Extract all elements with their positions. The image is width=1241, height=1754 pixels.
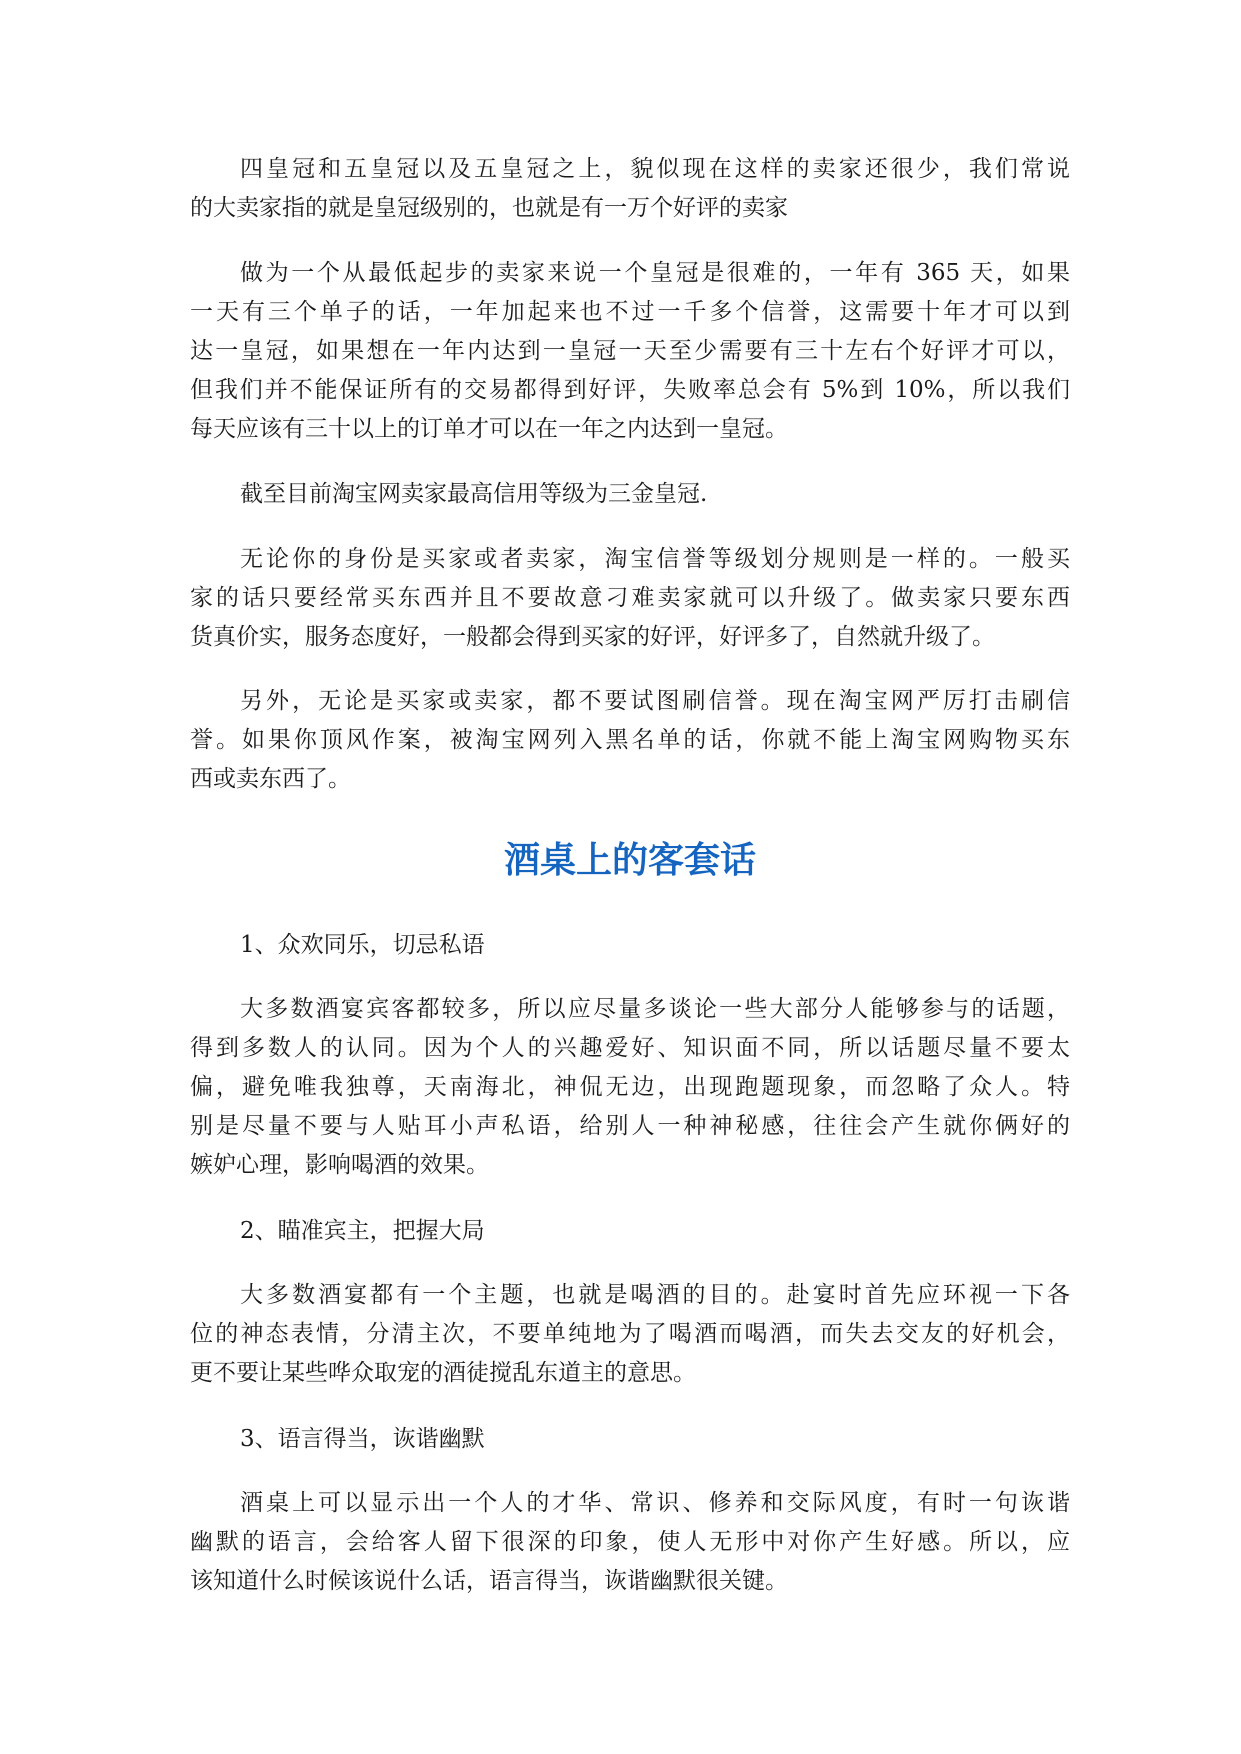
text-line: 做为一个从最低起步的卖家来说一个皇冠是很难的，一年有 365 天，如果 — [240, 260, 1070, 286]
section-heading: 酒桌上的客套话 — [503, 839, 756, 881]
paragraph-crown-difficulty — [190, 254, 1070, 449]
text-line: 嫉妒心理，影响喝酒的效果。 — [190, 1152, 489, 1178]
subheading-3 — [190, 1420, 1070, 1459]
text-line: 无论你的身份是买家或者卖家，淘宝信誉等级划分规则是一样的。一般买 — [240, 546, 1070, 572]
text-line: 但我们并不能保证所有的交易都得到好评，失败率总会有 5%到 10%，所以我们 — [190, 377, 1070, 403]
text-line: 达一皇冠，如果想在一年内达到一皇冠一天至少需要有三十左右个好评才可以， — [190, 338, 1070, 364]
subheading-2 — [190, 1212, 1070, 1251]
text-line: 更不要让某些哗众取宠的酒徒搅乱东道主的意思。 — [190, 1360, 696, 1386]
text-line: 得到多数人的认同。因为个人的兴趣爱好、知识面不同，所以话题尽量不要太 — [190, 1035, 1070, 1061]
text-line: 位的神态表情，分清主次，不要单纯地为了喝酒而喝酒，而失去交友的好机会， — [190, 1321, 1070, 1347]
text-line: 大多数酒宴宾客都较多，所以应尽量多谈论一些大部分人能够参与的话题， — [240, 996, 1070, 1022]
subheading-1 — [190, 926, 1070, 965]
paragraph-warning — [190, 682, 1070, 799]
paragraph-rules — [190, 540, 1070, 657]
paragraph-topic — [190, 990, 1070, 1185]
text-line: 截至目前淘宝网卖家最高信用等级为三金皇冠. — [240, 481, 708, 507]
text-line: 大多数酒宴都有一个主题，也就是喝酒的目的。赴宴时首先应环视一下各 — [240, 1282, 1070, 1308]
text-line: 该知道什么时候该说什么话，语言得当，诙谐幽默很关键。 — [190, 1568, 788, 1594]
text-line: 幽默的语言，会给客人留下很深的印象，使人无形中对你产生好感。所以，应 — [190, 1529, 1070, 1555]
text-line: 家的话只要经常买东西并且不要故意刁难卖家就可以升级了。做卖家只要东西 — [190, 585, 1070, 611]
text-line: 酒桌上可以显示出一个人的才华、常识、修养和交际风度，有时一句诙谐 — [240, 1490, 1070, 1516]
text-line: 别是尽量不要与人贴耳小声私语，给别人一种神秘感，往往会产生就你俩好的 — [190, 1113, 1070, 1139]
text-line: 3、语言得当，诙谐幽默 — [240, 1426, 485, 1452]
text-line: 1、众欢同乐，切忌私语 — [240, 932, 485, 958]
text-line: 2、瞄准宾主，把握大局 — [240, 1218, 485, 1244]
paragraph-host-guest — [190, 1276, 1070, 1393]
text-line: 的大卖家指的就是皇冠级别的，也就是有一万个好评的卖家 — [190, 195, 788, 221]
text-line: 西或卖东西了。 — [190, 766, 351, 792]
text-line: 四皇冠和五皇冠以及五皇冠之上，貌似现在这样的卖家还很少，我们常说 — [240, 156, 1070, 182]
text-line: 誉。如果你顶风作案，被淘宝网列入黑名单的话，你就不能上淘宝网购物买东 — [190, 727, 1070, 753]
paragraph-highest-level — [190, 475, 1070, 514]
paragraph-crown-levels — [190, 150, 1070, 228]
text-line: 货真价实，服务态度好，一般都会得到买家的好评，好评多了，自然就升级了。 — [190, 624, 995, 650]
text-line: 偏，避免唯我独尊，天南海北，神侃无边，出现跑题现象，而忽略了众人。特 — [190, 1074, 1070, 1100]
text-line: 一天有三个单子的话，一年加起来也不过一千多个信誉，这需要十年才可以到 — [190, 299, 1070, 325]
text-line: 另外，无论是买家或卖家，都不要试图刷信誉。现在淘宝网严厉打击刷信 — [240, 688, 1070, 714]
paragraph-humor — [190, 1484, 1070, 1601]
text-line: 每天应该有三十以上的订单才可以在一年之内达到一皇冠。 — [190, 416, 788, 442]
